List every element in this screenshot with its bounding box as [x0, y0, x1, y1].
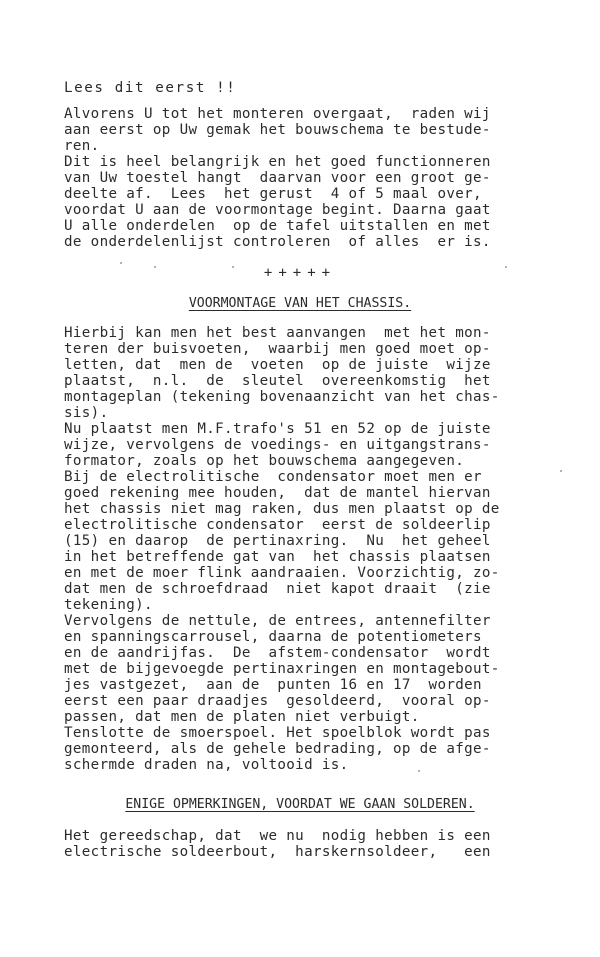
text-line: het chassis niet mag raken, dus men plaatst op de: [64, 501, 500, 517]
text-line: plaatst, n.l. de sleutel overeenkomstig het: [64, 373, 491, 389]
text-line: passen, dat men de platen niet verbuigt.: [64, 709, 420, 725]
text-line: Hierbij kan men het best aanvangen met het mon-: [64, 325, 491, 341]
paper-speck: [418, 770, 420, 772]
text-line: eerst een paar draadjes gesoldeerd, vooral op-: [64, 693, 491, 709]
text-line: met de bijgevoegde pertinaxringen en montagebout-: [64, 661, 500, 677]
paper-speck: [232, 266, 234, 268]
text-line: deelte af. Lees het gerust 4 of 5 maal over,: [64, 186, 482, 202]
text-line: goed rekening mee houden, dat de mantel hiervan: [64, 485, 491, 501]
paper-speck: [560, 470, 562, 472]
text-line: formator, zoals op het bouwschema aangegeven.: [64, 453, 465, 469]
section-title-text: ENIGE OPMERKINGEN, VOORDAT WE GAAN SOLDEREN.: [125, 797, 475, 812]
text-line: Alvorens U tot het monteren overgaat, raden wij: [64, 106, 491, 122]
text-line: electrische soldeerbout, harskernsoldeer, een: [64, 844, 491, 860]
text-line: sis).: [64, 405, 109, 421]
text-line: Het gereedschap, dat we nu nodig hebben is een: [64, 828, 491, 844]
text-line: de onderdelenlijst controleren of alles er is.: [64, 234, 491, 250]
text-line: Dit is heel belangrijk en het goed functionneren: [64, 154, 491, 170]
text-line: Vervolgens de nettule, de entrees, antennefilter: [64, 613, 491, 629]
section-title-opmerkingen: [0, 797, 600, 812]
text-line: in het betreffende gat van het chassis plaatsen: [64, 549, 491, 565]
text-line: en met de moer flink aandraaien. Voorzichtig, zo-: [64, 565, 500, 581]
text-line: schermde draden na, voltooid is.: [64, 757, 349, 773]
text-line: tekening).: [64, 597, 153, 613]
text-line: aan eerst op Uw gemak het bouwschema te bestude-: [64, 122, 491, 138]
text-line: jes vastgezet, aan de punten 16 en 17 worden: [64, 677, 482, 693]
text-line: en de aandrijfas. De afstem-condensator wordt: [64, 645, 491, 661]
text-line: Tenslotte de smoerspoel. Het spoelblok wordt pas: [64, 725, 491, 741]
text-line: wijze, vervolgens de voedings- en uitgangstrans-: [64, 437, 491, 453]
text-line: electrolitische condensator eerst de soldeerlip: [64, 517, 491, 533]
text-line: van Uw toestel hangt daarvan voor een groot ge-: [64, 170, 491, 186]
paper-speck: [154, 266, 156, 268]
paper-speck: [505, 266, 507, 268]
paper-speck: [120, 262, 122, 264]
text-line: ren.: [64, 138, 100, 154]
text-line: gemonteerd, als de gehele bedrading, op de afge-: [64, 741, 491, 757]
section-title-voormontage: [0, 296, 600, 311]
text-line: Nu plaatst men M.F.trafo's 51 en 52 op de juiste: [64, 421, 491, 437]
section-title-text: VOORMONTAGE VAN HET CHASSIS.: [188, 296, 412, 311]
separator-stars: +++++: [263, 265, 337, 281]
text-line: voordat U aan de voormontage begint. Daarna gaat: [64, 202, 491, 218]
text-line: montageplan (tekening bovenaanzicht van het chas-: [64, 389, 500, 405]
text-line: teren der buisvoeten, waarbij men goed moet op-: [64, 341, 491, 357]
text-line: U alle onderdelen op de tafel uitstallen en met: [64, 218, 491, 234]
text-line: en spanningscarrousel, daarna de potentiometers: [64, 629, 482, 645]
document-heading: Lees dit eerst !!: [64, 80, 237, 96]
text-line: dat men de schroefdraad niet kapot draait (zie: [64, 581, 491, 597]
text-line: letten, dat men de voeten op de juiste wijze: [64, 357, 491, 373]
text-line: (15) en daarop de pertinaxring. Nu het geheel: [64, 533, 491, 549]
text-line: Bij de electrolitische condensator moet men er: [64, 469, 482, 485]
